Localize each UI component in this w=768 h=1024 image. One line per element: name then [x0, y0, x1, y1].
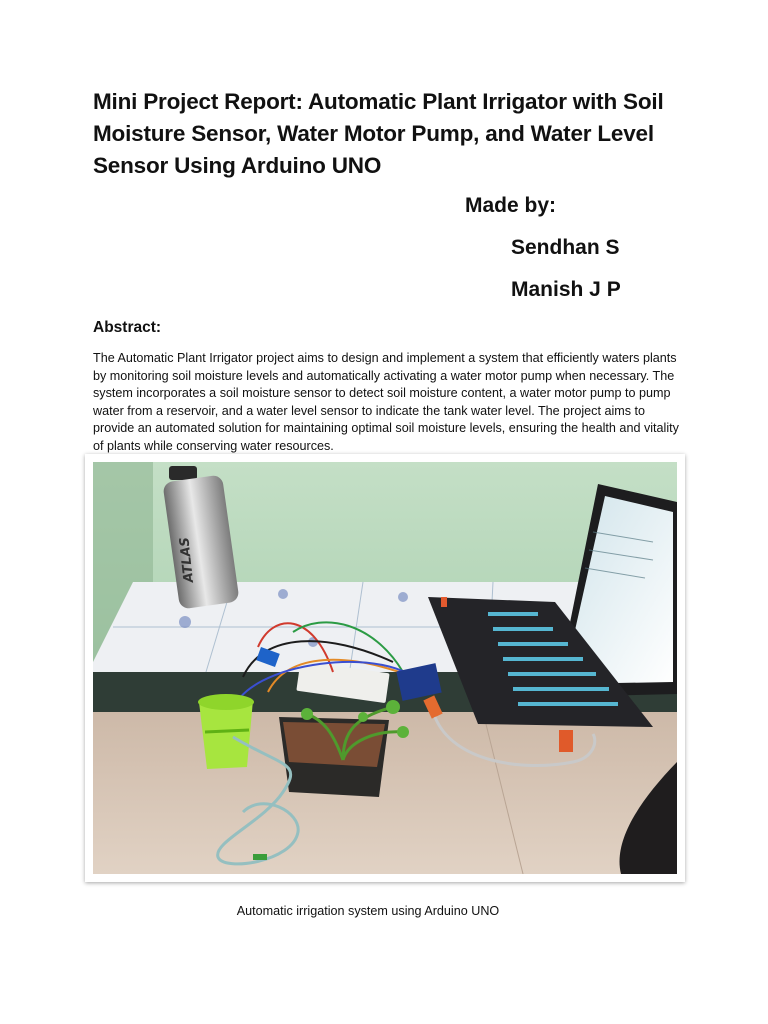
- report-title: Mini Project Report: Automatic Plant Irrigator with Soil Moisture Sensor, Water Motor Pump, and Water Level Sensor Using Arduino UNO: [93, 89, 664, 178]
- project-photo-frame: [85, 454, 685, 882]
- water-reservoir: [198, 694, 254, 769]
- author-name: Sendhan S: [511, 236, 620, 259]
- project-photo: [93, 462, 677, 874]
- author-name: Manish J P: [511, 278, 621, 301]
- abstract-heading: Abstract:: [93, 319, 162, 336]
- made-by-label: Made by:: [465, 194, 557, 217]
- bottle-brand-text: ATLAS: [177, 536, 197, 584]
- abstract-text: The Automatic Plant Irrigator project aims to design and implement a system that efficiently waters plants by monitoring soil moisture levels and automatically activating a water motor pump when necessary. The system incorporates a soil moisture sensor to detect soil moisture content, a water motor pump to pump water from a reservoir, and a water level sensor to indicate the tank water level. The project aims to provide an automated solution for maintaining optimal soil moisture levels, ensuring the health and vitality of plants while conserving water resources.: [93, 351, 679, 453]
- figure-caption: Automatic irrigation system using Arduino UNO: [236, 904, 500, 918]
